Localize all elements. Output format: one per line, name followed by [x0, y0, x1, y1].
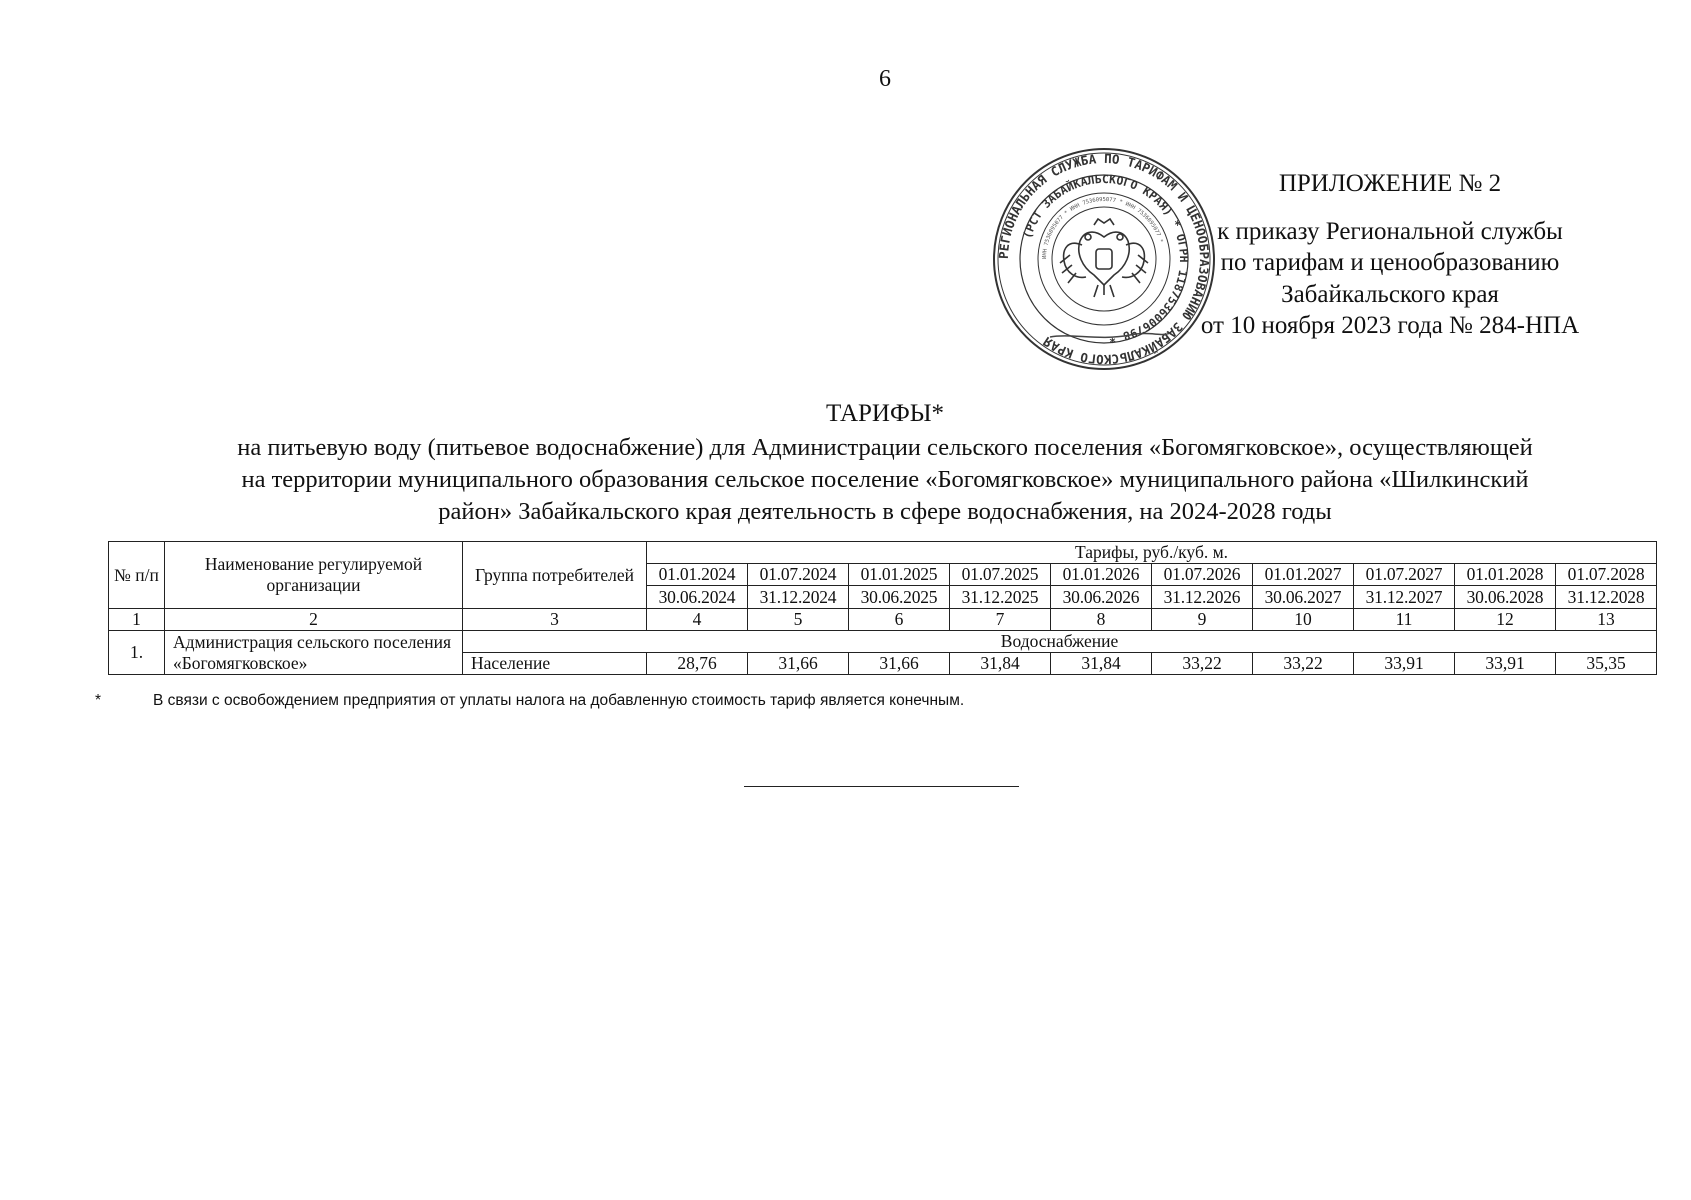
- page-number: 6: [879, 66, 891, 92]
- coat-of-arms-icon: [1060, 219, 1148, 297]
- appendix-title: ПРИЛОЖЕНИЕ № 2: [1278, 170, 1502, 197]
- stamp-outer-text: РЕГИОНАЛЬНАЯ СЛУЖБА ПО ТАРИФАМ И ЦЕНООБРАЗОВАНИЮ ЗАБАЙКАЛЬСКОГО КРАЯ: [995, 150, 1213, 368]
- table-header-row: [109, 542, 1657, 564]
- end-divider-line: [744, 786, 1019, 787]
- column-number: 6: [849, 609, 950, 631]
- header-tariffs: Тарифы, руб./куб. м.: [647, 542, 1657, 564]
- tariff-value: 31,66: [849, 653, 950, 675]
- period-cell: 01.07.2028 31.12.2028: [1556, 564, 1657, 609]
- tariff-value: 28,76: [647, 653, 748, 675]
- column-number: 4: [647, 609, 748, 631]
- period-cell: 01.01.2027 30.06.2027: [1253, 564, 1354, 609]
- column-number: 8: [1051, 609, 1152, 631]
- document-title-main: ТАРИФЫ*: [825, 400, 945, 427]
- row-org: Администрация сельского поселения «Богомягковское»: [165, 631, 463, 675]
- document-title-line: район» Забайкальского края деятельность в сфере водоснабжения, на 2024-2028 годы: [438, 498, 1332, 525]
- column-number: 7: [950, 609, 1051, 631]
- period-cell: 01.07.2024 31.12.2024: [748, 564, 849, 609]
- stamp-ring-text: ИНН 7536095077 * ИНН 7536095077 * ИНН 7536095077 *: [1041, 196, 1164, 260]
- appendix-header: [1170, 168, 1610, 342]
- column-number: 10: [1253, 609, 1354, 631]
- table-row-section: [109, 631, 1657, 653]
- column-number: 5: [748, 609, 849, 631]
- column-number: 2: [165, 609, 463, 631]
- period-cell: 01.07.2027 31.12.2027: [1354, 564, 1455, 609]
- tariff-value: 35,35: [1556, 653, 1657, 675]
- column-number: 3: [463, 609, 647, 631]
- period-cell: 01.01.2024 30.06.2024: [647, 564, 748, 609]
- appendix-line: Забайкальского края: [1281, 280, 1499, 308]
- appendix-line: от 10 ноября 2023 года № 284-НПА: [1200, 312, 1580, 339]
- row-group: Население: [463, 653, 647, 675]
- header-num: № п/п: [109, 542, 165, 609]
- row-section: Водоснабжение: [463, 631, 1657, 653]
- tariff-value: 31,66: [748, 653, 849, 675]
- column-number: 13: [1556, 609, 1657, 631]
- column-number: 9: [1152, 609, 1253, 631]
- period-cell: 01.01.2025 30.06.2025: [849, 564, 950, 609]
- column-number: 11: [1354, 609, 1455, 631]
- footnote: [95, 692, 964, 710]
- tariff-value: 33,22: [1152, 653, 1253, 675]
- document-title: [120, 398, 1650, 528]
- header-group: Группа потребителей: [463, 542, 647, 609]
- column-number: 12: [1455, 609, 1556, 631]
- period-cell: 01.07.2025 31.12.2025: [950, 564, 1051, 609]
- document-title-line: на территории муниципального образования сельское поселение «Богомягковское» муниципального района «Шилкинский: [241, 466, 1529, 493]
- appendix-line: по тарифам и ценообразованию: [1220, 249, 1560, 276]
- tariff-value: 33,91: [1354, 653, 1455, 675]
- period-cell: 01.01.2028 30.06.2028: [1455, 564, 1556, 609]
- stamp-inner-text: (РСТ ЗАБАЙКАЛЬСКОГО КРАЯ) * ОГРН 1187536006798 *: [1020, 171, 1192, 346]
- footnote-text: В связи с освобождением предприятия от уплаты налога на добавленную стоимость тариф является конечным.: [153, 692, 965, 709]
- footnote-marker: *: [95, 692, 102, 709]
- period-cell: 01.07.2026 31.12.2026: [1152, 564, 1253, 609]
- header-org: Наименование регулируемой организации: [165, 542, 463, 609]
- column-number-row: [109, 609, 1657, 631]
- period-cell: 01.01.2026 30.06.2026: [1051, 564, 1152, 609]
- column-number: 1: [109, 609, 165, 631]
- document-title-line: на питьевую воду (питьевое водоснабжение) для Администрации сельского поселения «Богомягковское», осуществляющей: [237, 434, 1533, 461]
- tariff-value: 31,84: [1051, 653, 1152, 675]
- tariff-value: 33,91: [1455, 653, 1556, 675]
- appendix-line: к приказу Региональной службы: [1217, 217, 1563, 245]
- row-num: 1.: [109, 631, 165, 675]
- tariff-value: 31,84: [950, 653, 1051, 675]
- tariffs-table: [108, 541, 1657, 675]
- tariff-value: 33,22: [1253, 653, 1354, 675]
